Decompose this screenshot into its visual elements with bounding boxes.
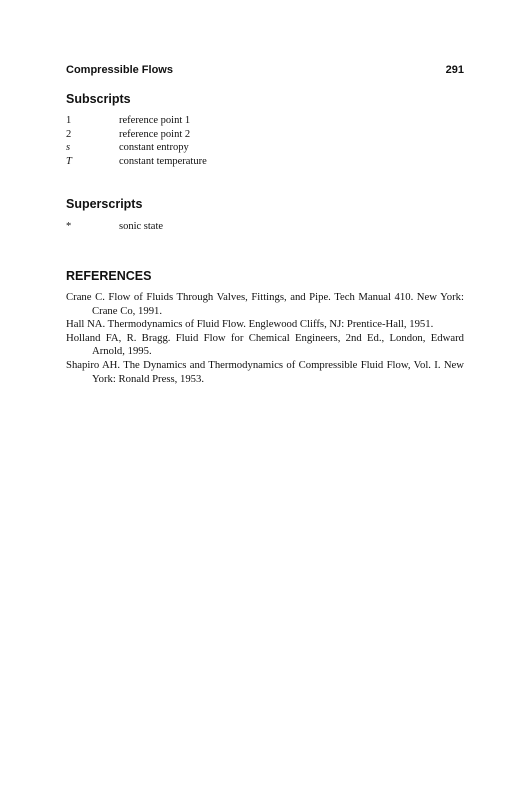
references-list — [66, 291, 464, 386]
superscript-symbol: * — [66, 221, 72, 232]
reference-entry: Crane C. Flow of Fluids Through Valves, Fittings, and Pipe. Tech Manual 410. New York: Crane Co, 1991. — [66, 291, 464, 317]
subscript-symbol: 2 — [66, 128, 72, 140]
subscript-meaning: reference point 1 — [119, 115, 191, 126]
superscript-row — [66, 220, 163, 234]
subscript-symbol: 1 — [66, 115, 72, 126]
page-number: 291 — [445, 64, 464, 76]
subscript-row — [66, 128, 207, 142]
superscript-meaning: sonic state — [119, 221, 164, 232]
subscript-row — [66, 114, 207, 128]
subscripts-heading: Subscripts — [66, 92, 131, 106]
references-heading: REFERENCES — [66, 269, 152, 283]
subscript-meaning: reference point 2 — [119, 128, 191, 140]
subscript-symbol: T — [66, 155, 72, 167]
subscript-row — [66, 141, 207, 155]
superscripts-heading: Superscripts — [66, 197, 143, 211]
running-header-title: Compressible Flows — [66, 64, 173, 76]
subscript-meaning: constant temperature — [119, 155, 207, 167]
reference-entry: Holland FA, R. Bragg. Fluid Flow for Chemical Engineers, 2nd Ed., London, Edward Arnold, 1995. — [66, 331, 464, 358]
reference-entry: Hall NA. Thermodynamics of Fluid Flow. Englewood Cliffs, NJ: Prentice-Hall, 1951. — [66, 318, 434, 331]
subscript-symbol: s — [66, 142, 71, 153]
superscripts-list — [66, 220, 163, 234]
subscript-row — [66, 155, 207, 169]
reference-entry: Shapiro AH. The Dynamics and Thermodynamics of Compressible Fluid Flow, Vol. I. New York: Ronald Press, 1953. — [66, 358, 464, 385]
running-header — [66, 63, 464, 77]
subscript-meaning: constant entropy — [119, 142, 189, 153]
subscripts-list — [66, 114, 207, 168]
